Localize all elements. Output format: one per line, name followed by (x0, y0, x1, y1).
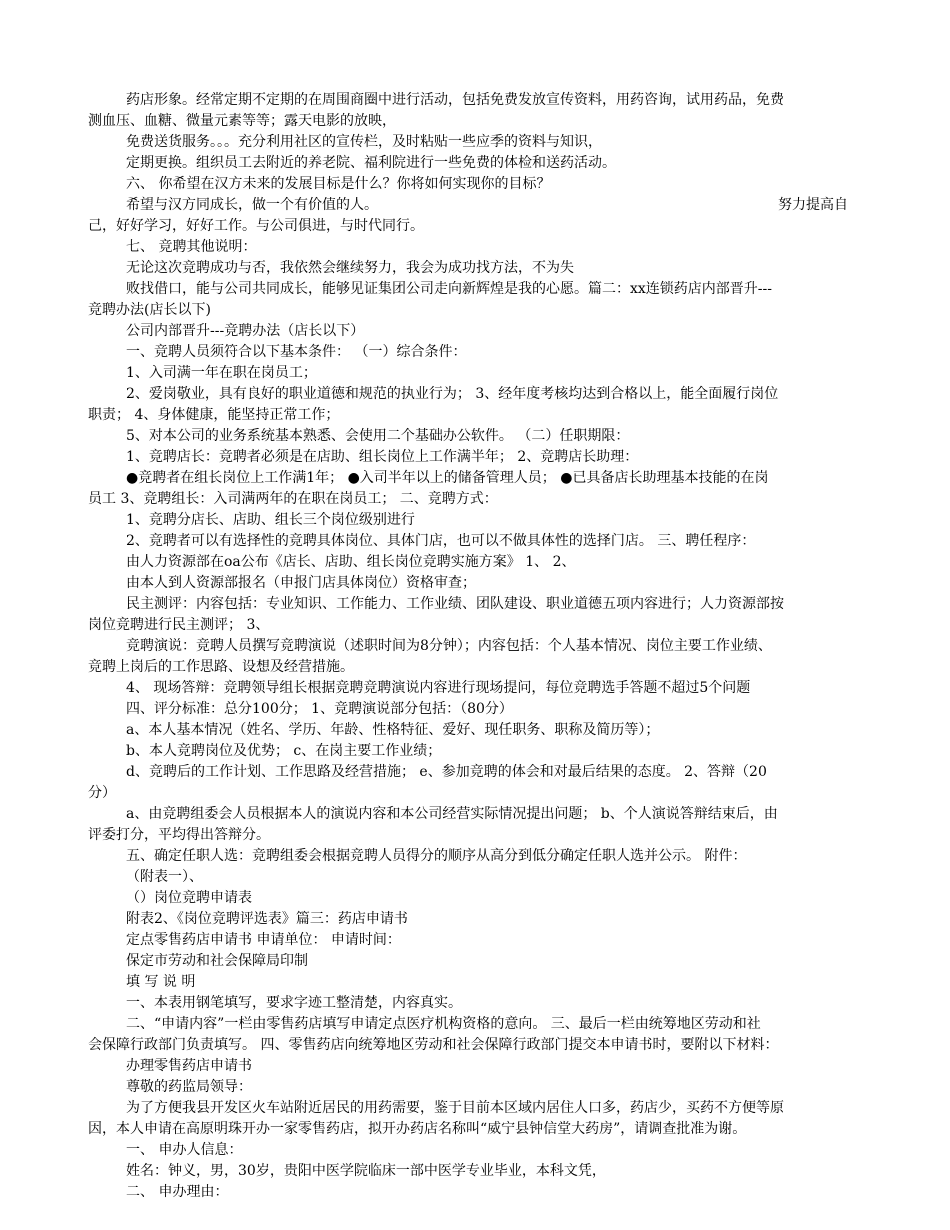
text-line: （附表一）、 (126, 869, 203, 885)
text-line: a、本人基本情况（姓名、学历、年龄、性格特征、爱好、现任职务、职称及简历等）； (126, 722, 660, 738)
text-line: 免费送货服务。。。充分利用社区的宣传栏，及时粘贴一些应季的资料与知识， (126, 134, 602, 150)
text-line: 己，好好学习，好好工作。与公司俱进，与时代同行。 (88, 218, 424, 234)
text-line: 竞聘办法(店长以下) (88, 302, 211, 318)
text-line: 公司内部晋升---竞聘办法（店长以下） (126, 323, 365, 339)
text-line: 四、评分标准：总分100分； 1、竞聘演说部分包括：（80分） (126, 701, 513, 717)
text-line: 附表2、《岗位竞聘评选表》篇三：药店申请书 (126, 911, 408, 927)
text-line: 分） (88, 785, 116, 801)
text-line: 定点零售药店申请书 申请单位： 申请时间： (126, 932, 401, 948)
text-line: 员工 3、竞聘组长：入司满两年的在职在岗员工； 二、竞聘方式： (88, 491, 498, 507)
text-line: 一、竞聘人员须符合以下基本条件： （一）综合条件： (126, 344, 467, 360)
text-line: b、本人竞聘岗位及优势； c、在岗主要工作业绩； (126, 743, 442, 759)
text-line: 定期更换。组织员工去附近的养老院、福利院进行一些免费的体检和送药活动。 (126, 155, 616, 171)
text-line: a、由竞聘组委会人员根据本人的演说内容和本公司经营实际情况提出问题； b、个人演说答辩结束后，由 (126, 806, 778, 822)
text-line: 二、 申办理由： (126, 1184, 229, 1200)
text-line: 五、确定任职人选：竞聘组委会根据竞聘人员得分的顺序从高分到低分确定任职人选并公示。 附件： (126, 848, 747, 864)
text-line: 由本人到人资源部报名（申报门店具体岗位）资格审查； (126, 575, 476, 591)
text-line: 六、 你希望在汉方未来的发展目标是什么？你将如何实现你的目标？ (126, 176, 551, 192)
text-line: 竞聘演说：竞聘人员撰写竞聘演说（述职时间为8分钟）；内容包括：个人基本情况、岗位主要工作业绩、 (126, 638, 772, 654)
text-line: （）岗位竞聘申请表 (126, 890, 252, 906)
text-line: 1、竞聘分店长、店助、组长三个岗位级别进行 (126, 512, 415, 528)
text-line: ●竞聘者在组长岗位上工作满1年； ●入司半年以上的储备管理人员； ●已具备店长助理基本技能的在岗 (126, 470, 769, 486)
text-line: 1、竞聘店长：竞聘者必须是在店助、组长岗位上工作满半年； 2、竞聘店长助理： (126, 449, 639, 465)
text-line: 败找借口，能与公司共同成长，能够见证集团公司走向新辉煌是我的心愿。篇二：xx连锁药店内部晋升--- (126, 281, 772, 297)
text-line: 4、 现场答辩：竞聘领导组长根据竞聘竞聘演说内容进行现场提问，每位竞聘选手答题不超过5个问题 (126, 680, 751, 696)
text-line: 尊敬的药监局领导： (126, 1079, 252, 1095)
text-line-fragment: 努力提高自 (778, 197, 848, 213)
text-line: 1、入司满一年在职在岗员工； (126, 365, 317, 381)
text-line: 职责； 4、身体健康，能坚持正常工作； (88, 407, 340, 423)
text-line: 评委打分，平均得出答辩分。 (88, 827, 270, 843)
text-line: 办理零售药店申请书 (126, 1058, 252, 1074)
text-line: 无论这次竞聘成功与否，我依然会继续努力，我会为成功找方法，不为失 (126, 260, 574, 276)
text-line: 因，本人申请在高原明珠开办一家零售药店，拟开办药店名称叫“威宁县钟信堂大药房”，请调查批准为谢。 (88, 1121, 747, 1137)
text-line: 2、爱岗敬业，具有良好的职业道德和规范的执业行为； 3、经年度考核均达到合格以上，能全面履行岗位 (126, 386, 779, 402)
text-line: 药店形象。经常定期不定期的在周围商圈中进行活动，包括免费发放宣传资料，用药咨询，试用药品，免费 (126, 92, 784, 108)
text-line: 由人力资源部在oa公布《店长、店助、组长岗位竞聘实施方案》 1、 2、 (126, 554, 576, 570)
text-line: 保定市劳动和社会保障局印制 (126, 953, 308, 969)
text-line: 希望与汉方同成长，做一个有价值的人。 (126, 197, 378, 213)
text-line: 会保障行政部门负责填写。 四、零售药店向统筹地区劳动和社会保障行政部门提交本申请书时，要附以下材料： (88, 1037, 779, 1053)
text-line: 七、 竞聘其他说明： (126, 239, 257, 255)
text-line: 一、本表用钢笔填写，要求字迹工整清楚，内容真实。 (126, 995, 462, 1011)
text-line: 岗位竞聘进行民主测评； 3、 (88, 617, 270, 633)
text-line: 2、竞聘者可以有选择性的竞聘具体岗位、具体门店，也可以不做具体性的选择门店。 三、聘任程序： (126, 533, 756, 549)
text-line: 填 写 说 明 (126, 974, 196, 990)
text-line: 测血压、血糖、微量元素等等；露天电影的放映， (88, 113, 396, 129)
text-line: d、竞聘后的工作计划、工作思路及经营措施； e、参加竞聘的体会和对最后结果的态度。 2、答辩（20 (126, 764, 767, 780)
text-line: 二、“申请内容”一栏由零售药店填写申请定点医疗机构资格的意向。 三、最后一栏由统筹地区劳动和社 (126, 1016, 761, 1032)
text-line: 5、对本公司的业务系统基本熟悉、会使用二个基础办公软件。 （二）任职期限： (126, 428, 630, 444)
text-line: 姓名：钟义，男，30岁，贵阳中医学院临床一部中医学专业毕业，本科文凭， (126, 1163, 606, 1179)
text-line: 民主测评：内容包括：专业知识、工作能力、工作业绩、团队建设、职业道德五项内容进行；人力资源部按 (126, 596, 784, 612)
text-line: 一、 申办人信息： (126, 1142, 243, 1158)
text-line: 为了方便我县开发区火车站附近居民的用药需要，鉴于目前本区域内居住人口多，药店少，买药不方便等原 (126, 1100, 784, 1116)
text-line: 竞聘上岗后的工作思路、设想及经营措施。 (88, 659, 354, 675)
